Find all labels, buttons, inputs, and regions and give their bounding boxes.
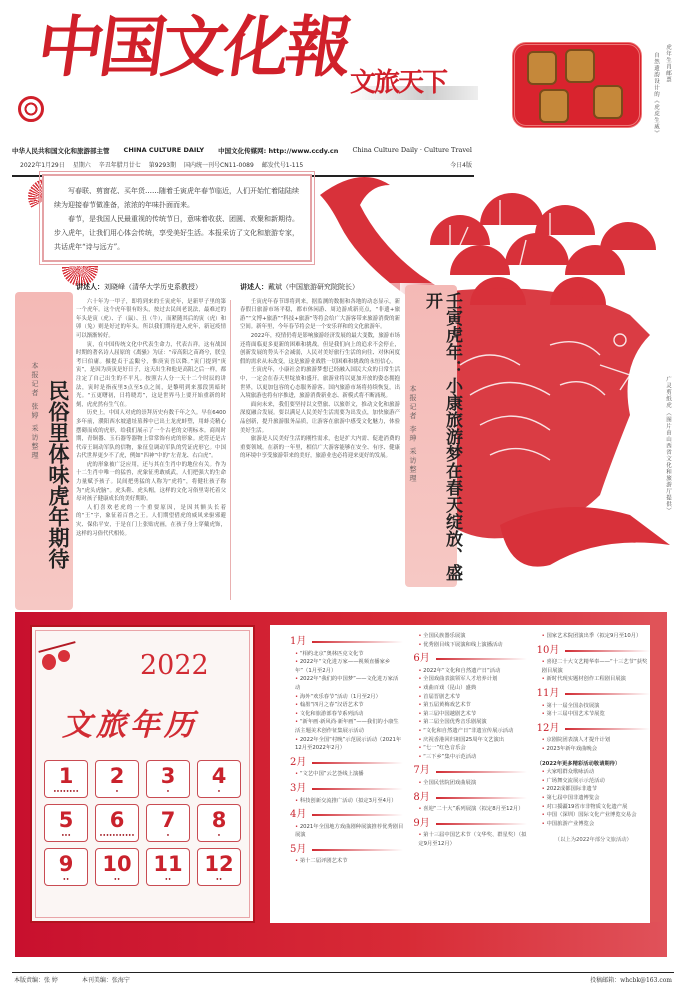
footer: [14, 975, 672, 984]
paragraph: 旅游是人民美好生活的刚性需求，也是扩大内需、促进消费的重要领域。在新的一年里，相信广大游客能够在安全、有序、健康的环境中享受旅游带来的美好，旅游业也必将迎来更好的发展。: [240, 436, 400, 460]
event-item: • 中国（深圳）国际文化产业博览交易会: [537, 811, 650, 820]
month-number: 11: [153, 852, 183, 876]
paragraph: 壬寅虎年，小康社会的旅游梦想已经融入国民大众的日常生活中，一定会在春天里绽放和盛开。旅游业将以更加开放的姿态拥抱世界，以更加包容的心态服务游客。国内旅游市场将持续恢复，出入境旅游也将有序推进，旅游消费新业态、新模式将不断涌现。: [240, 367, 400, 400]
month-label: 2月: [290, 756, 307, 768]
event-item: • 优秀剧目线下展演和线上演播活动: [413, 641, 526, 650]
event-item: • 第七届中国非遗博览会: [537, 794, 650, 803]
event-count-dots: ••: [62, 877, 70, 883]
month-box[interactable]: [197, 848, 241, 886]
event-count-dots: •: [217, 833, 221, 839]
month-number: 4: [211, 764, 227, 788]
lunar-date: 辛丑年腊月廿七: [98, 162, 141, 169]
month-label: 11月: [536, 687, 560, 699]
submission-email[interactable]: 投稿邮箱：whcbk@163.com: [590, 977, 672, 984]
month-heading: [290, 843, 403, 855]
footer-rule: [12, 972, 674, 973]
article-body: [240, 283, 400, 611]
event-count-dots: •: [166, 833, 170, 839]
month-label: 4月: [290, 809, 307, 821]
speaker-name: 刘晓峰（清华大学历史系教授）: [104, 283, 202, 291]
month-number: 1: [58, 764, 74, 788]
paragraph: 寅，在中国传统文化中代表生命力，代表吉祥。这有战国时期的著名诗人屈原的《离骚》为证：“帝高阳之苗裔兮，朕皇考曰伯庸。摄提贞于孟陬兮，惟庚寅吾以降。”寅门提到“庚寅”，是因为庚寅是好日子，这天出生和他是高阳之后一样，都注定了自己出生的不平凡。按照古人分一天十二个时辰的讲法，寅时是指夜里3点至5点之间，是黎明到来那段黑暗时光。“五更曙初，日将晓焉”，这是世界马上要开始重新的时刻，虎虎然有生气在。: [76, 341, 226, 408]
month-heading: [536, 687, 650, 699]
speaker-line: [76, 283, 226, 292]
month-number: 9: [58, 852, 74, 876]
event-item: • 2023年新年戏曲晚会: [537, 745, 650, 754]
event-item: • 大家唱群众歌咏活动: [537, 768, 650, 777]
event-count-dots: •: [115, 789, 119, 795]
event-item: • 全国民营院团戏曲展演: [413, 779, 526, 788]
english-section: China Culture Daily · Culture Travel: [352, 146, 472, 154]
more-events-title: （2022年更多精彩活动敬请期待）: [536, 760, 621, 767]
event-item: • 2022成都国际非遗节: [537, 785, 650, 794]
paragraph: 壬寅虎年春节即将到来，据监测的数据和各地的动态显示，新春假日旅游市场平稳，都市休闲游、周边游成新亮点，“非遗+旅游”“文博+旅游”“科技+旅游”等将会给广大游客带来旅游消费的新空间。新年里，今年春节将会是一个安乐祥和的文化旅游年。: [240, 298, 400, 331]
stamp-caption: 虎年生肖邮票: [665, 44, 671, 83]
month-label: 1月: [290, 636, 307, 647]
events-column: [537, 632, 650, 866]
event-item: • 国家艺术院团演出季（拟定9月至10月）: [537, 632, 650, 641]
month-box[interactable]: [197, 804, 241, 842]
month-box[interactable]: [146, 760, 190, 798]
event-count-dots: •••••••••••: [99, 833, 135, 839]
event-item: • 庆祝香港回归祖国25周年文艺演出: [413, 736, 526, 745]
month-heading: [413, 655, 526, 664]
event-item: • 京剧院团表演人才提升计划: [537, 736, 650, 745]
column-divider: [230, 300, 231, 600]
calendar-title: 文旅年历: [62, 708, 198, 743]
event-count-dots: •••: [61, 833, 71, 839]
month-box[interactable]: [197, 760, 241, 798]
article-body: [76, 283, 226, 611]
month-box[interactable]: [95, 848, 139, 886]
event-count-dots: ••: [164, 877, 172, 883]
event-item: • 翰墨“四月之春”汉语艺术节: [290, 701, 403, 710]
paragraph: 虎的形象被广泛应用，还与其在生肖中的地位有关。作为十二生肖中唯一的猛兽，虎象征勇敢威武，人们把强大的生命力量赋予孩子。民间把勇猛的人称为“虎将”，将健壮孩子称为“虎头虎脑”。虎头鞋、虎头帽，这样的文化习俗里寄托着父母对孩子健康成长的美好期盼。: [76, 461, 226, 503]
month-number: 5: [58, 808, 74, 832]
cn-number: 国内统一刊号CN11-0089: [184, 162, 254, 169]
event-item: • “新年画·新风尚·新年画”——我们的小康生活主题美术创作征集展示活动: [290, 718, 403, 735]
publisher: 中华人民共和国文化和旅游部主管: [12, 147, 110, 155]
month-number: 6: [109, 808, 125, 832]
paragraph: 2022年，疫情仍将是影响旅游经济发展的最大变数，旅游市场还将面临更多更新的困难和挑战。但是我们向上的追求不会停止，创新发展的势头不会减弱，人民对美好旅行生活的向往、对休闲度假的需求从未改变，这是旅游业战胜一切困难和挑战的永恒信心。: [240, 332, 400, 365]
event-count-dots: ••: [113, 877, 121, 883]
weekday: 星期六: [72, 162, 91, 169]
event-count-dots: •: [166, 789, 170, 795]
calendar-events: [290, 632, 650, 866]
event-item: • “相约北京”奥林匹克文化节: [290, 650, 403, 659]
month-label: 3月: [290, 782, 307, 794]
month-box[interactable]: [44, 848, 88, 886]
intro-paragraph: 春节，是我国人民最重视的传统节日，意味着收获、团圆、欢聚和新期待。步入虎年，让我们用心体会传统，享受美好生活。本报采访了文化和旅游专家，共话虎年“诗与远方”。: [54, 215, 299, 251]
events-column: [290, 632, 403, 866]
masthead-info: [12, 146, 472, 155]
event-item: • 戏曲百戏（昆山）盛典: [413, 684, 526, 693]
intro-paragraph: 写春联、剪窗花、买年货……随着壬寅虎年春节临近，人们开始忙着陆陆续续为迎接春节做准备，浓浓的年味扑面而来。: [54, 187, 299, 209]
month-label: 7月: [413, 765, 430, 777]
month-box[interactable]: [95, 804, 139, 842]
article-byline: 本报记者 李珅 采访整理: [409, 385, 417, 484]
month-label: 10月: [536, 644, 560, 656]
event-item: • 第二届全国优秀音乐剧展演: [413, 718, 526, 727]
event-item: • “七一”红色音乐会: [413, 744, 526, 753]
page-count: 今日4版: [450, 162, 472, 169]
month-heading: [413, 791, 526, 803]
article-headline: 民俗里体味虎年期待: [46, 380, 71, 569]
month-label: 9月: [413, 817, 430, 829]
tiger-stamp-image: [512, 42, 642, 128]
event-item: • 科技创新交流推广活动（拟定3月至4月）: [290, 797, 403, 806]
event-item: • 喜迎二十大文艺精华奉——“十三艺节”获奖剧目展演: [537, 658, 650, 675]
calendar-red-band: [650, 612, 662, 922]
event-item: • 2022年“文化进万家——视频直播家乡年”（1月至2月）: [290, 658, 403, 675]
event-item: • 第五届黄梅戏艺术节: [413, 701, 526, 710]
section-logo: 文旅天下: [350, 68, 447, 98]
article-byline: 本报记者 张婷 采访整理: [31, 362, 39, 461]
event-item: • 2021年全国地方戏曲剧种展演推荐优秀剧目展演: [290, 823, 403, 840]
event-item: • “三下乡”集中示范活动: [413, 753, 526, 762]
paragraph: 六十年为一甲子，即将到来的壬寅虎年，是新甲子里的第一个虎年。这个虎年很有盼头，按过去民间老说法，最难过的年头是寅（虎）、子（鼠）、丑（牛），而紧随其后的寅（虎）和卯（兔）则是好过的年头。所以我们期待进入虎年，新冠疫情可以渐渐转好。: [76, 298, 226, 339]
event-item: • 新时代现实题材创作工程剧目展演: [537, 675, 650, 684]
postal-code: 邮发代号1-115: [261, 162, 304, 169]
event-count-dots: ••••••••: [53, 789, 79, 795]
event-item: • 第十三届中国艺术节展览: [537, 710, 650, 719]
stamp-caption: 自然遗韵设计的《虎虎生威》: [653, 52, 659, 137]
event-item: • 首届晋剧艺术节: [413, 693, 526, 702]
event-item: • “文化和自然遗产日”非遗宣传展示活动: [413, 727, 526, 736]
event-item: • 喜迎“二十大”系列展演（拟定8月至12月）: [413, 805, 526, 814]
event-item: • 第十一届全国杂技展演: [537, 702, 650, 711]
event-item: • 第十三届中国艺术节（文华奖、群星奖）（拟定9月至12月）: [413, 831, 526, 848]
page-designer: 本刊美编：张海宁: [81, 977, 130, 984]
month-heading: [290, 782, 403, 794]
month-number: 8: [211, 808, 227, 832]
calendar-year: 2022: [140, 650, 209, 681]
month-number: 10: [102, 852, 132, 876]
month-heading: [413, 767, 526, 776]
event-item: • 2022年“文化和自然遗产日”活动: [413, 667, 526, 676]
month-label: 6月: [413, 653, 430, 665]
month-box[interactable]: [146, 848, 190, 886]
month-number: 3: [160, 764, 176, 788]
paragraph: 历史上，中国人对虎的崇拜历史有数千年之久。早在6400多年前，濮阳西水坡遗址墓葬中已出土龙虎蚌塑，用蚌壳精心摆砌而成的虎形，给我们展示了一个古老的文明标本。商周时期，青铜器、玉石器等器物上常常饰有虎的形象。虎符还是古代帝王调动军队的信物，象征皇调动军队的凭证虎形它。中国古代世界更少不了虎，例如“四神”中的“左青龙、右白虎”。: [76, 410, 226, 460]
event-item: • 中国旅游产业博览会: [537, 820, 650, 829]
website-link[interactable]: 中国文化传媒网: http://www.ccdy.cn: [218, 147, 339, 155]
month-heading: [413, 817, 526, 829]
speaker-label: 讲述人：: [76, 283, 104, 291]
month-heading: [536, 644, 650, 656]
speaker-line: [240, 283, 400, 292]
event-item: • 海外“欢乐春节”活动（1月至2月）: [290, 693, 403, 702]
image-caption-credit: （图片由山西省文化和旅游厅提供）: [665, 410, 671, 514]
image-caption-title: 广灵剪纸虎: [665, 376, 671, 409]
month-grid: [44, 760, 244, 886]
page-editor: 本版责编：张 婷: [14, 977, 58, 984]
event-item: • 第十二届评剧艺术节: [290, 857, 403, 866]
event-count-dots: •: [217, 789, 221, 795]
issue-number: 第9293期: [148, 162, 177, 169]
month-heading: [290, 638, 403, 647]
month-number: 12: [204, 852, 234, 876]
month-heading: [290, 811, 403, 820]
month-box[interactable]: [44, 760, 88, 798]
month-box[interactable]: [95, 760, 139, 798]
paragraph: 人们喜欢老虎的一个重要原因，是因其额头长着的“王”字，象征着百兽之王。人们期望借虎的威风来驱邪避灾、保佑平安，于是在门上张贴虎画，在孩子身上穿戴虎饰，这样的习俗代代相传。: [76, 504, 226, 537]
event-item: • “文艺中国”云艺荟线上演播: [290, 770, 403, 779]
month-number: 2: [109, 764, 125, 788]
month-label: 12月: [536, 722, 560, 734]
date: 2022年1月29日: [20, 162, 65, 169]
event-item: • 广场舞交流展示示范活动: [537, 777, 650, 786]
english-name: CHINA CULTURE DAILY: [123, 146, 205, 154]
month-label: 8月: [413, 791, 430, 803]
month-heading: [536, 722, 650, 734]
events-column: [413, 632, 526, 866]
speaker-name: 戴斌（中国旅游研究院院长）: [268, 283, 359, 291]
speaker-label: 讲述人：: [240, 283, 268, 291]
event-item: • 对口援疆19省市非物质文化遗产展: [537, 803, 650, 812]
month-number: 7: [160, 808, 176, 832]
intro-box: [42, 174, 312, 262]
month-label: 5月: [290, 843, 307, 855]
lantern-icon: [38, 640, 78, 680]
event-item: • 全国民族器乐展演: [413, 632, 526, 641]
newspaper-logo: 中国文化報: [32, 8, 354, 86]
paragraph: 面向未来，我们要坚持以文塑旅、以旅彰文，推动文化和旅游深度融合发展。要以满足人民美好生活需要为出发点，加快旅游产品创新，提升旅游服务品质，让游客在旅游中感受文化魅力，体验美好生活。: [240, 401, 400, 434]
event-item: • 文化和旅游部春节系列活动: [290, 710, 403, 719]
event-item: • 2022年全国“村晚”示范展示活动（2021年12月至2022年2月）: [290, 736, 403, 753]
logo-emblem: [18, 96, 44, 122]
article-headline: 壬寅虎年：小康旅游梦在春天绽放、盛开: [422, 292, 462, 581]
month-heading: [290, 756, 403, 768]
event-item: • 全国戏曲表演领军人才培养计划: [413, 675, 526, 684]
event-item: • 第三届中国越剧艺术节: [413, 710, 526, 719]
event-item: • 2022年“我们的中国梦”——文化进万家活动: [290, 675, 403, 692]
month-box[interactable]: [146, 804, 190, 842]
pine-fans: [430, 193, 656, 305]
calendar-note: （以上为2022年部分文旅活动）: [554, 837, 632, 844]
month-box[interactable]: [44, 804, 88, 842]
event-count-dots: ••: [215, 877, 223, 883]
